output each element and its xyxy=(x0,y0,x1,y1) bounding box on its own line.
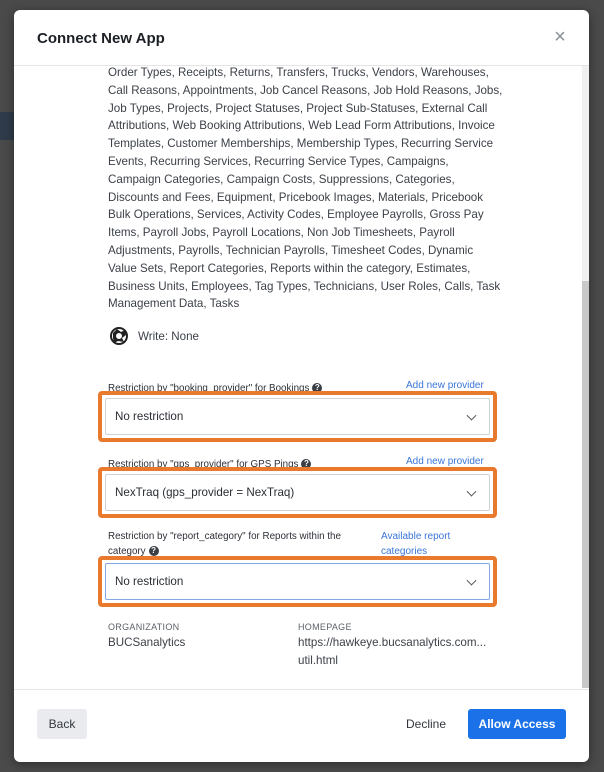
report-category-value: No restriction xyxy=(115,575,184,588)
back-button[interactable]: Back xyxy=(37,709,87,739)
gps-provider-restriction xyxy=(108,454,491,499)
report-category-restriction xyxy=(108,529,491,588)
homepage-label: HOMEPAGE xyxy=(298,622,352,632)
help-icon[interactable]: ? xyxy=(312,383,322,393)
dialog-title: Connect New App xyxy=(37,30,165,47)
chevron-down-icon xyxy=(467,575,477,585)
app-logo-icon xyxy=(108,325,130,347)
booking-provider-value: No restriction xyxy=(115,410,184,423)
scrollbar-thumb[interactable] xyxy=(582,281,589,688)
gps-provider-select[interactable] xyxy=(105,474,490,511)
add-gps-provider-link[interactable]: Add new provider xyxy=(406,456,484,467)
available-report-categories-link[interactable]: Available report categories xyxy=(381,531,451,557)
report-category-highlight xyxy=(98,556,497,607)
read-permissions-text: Order Types, Receipts, Returns, Transfers, Trucks, Vendors, Warehouses, Call Reasons, Appointments, Job Cancel Reasons, Job Hold Reasons, Jobs, Job Types, Projects, Project Statuses, Project Sub-Statuses, External Call Attributions, Web Booking Attributions, Web Lead Form Attributions, Invoice Templates, Customer Memberships, Membership Types, Recurring Service Events, Recurring Services, Recurring Service Types, Campaigns, Campaign Categories, Campaign Costs, Suppressions, Categories, Discounts and Fees, Equipment, Pricebook Images, Materials, Pricebook Bulk Operations, Services, Activity Codes, Employee Payrolls, Gross Pay Items, Payroll Jobs, Payroll Locations, Non Job Timesheets, Payroll Adjustments, Payrolls, Technician Payrolls, Timesheet Codes, Dynamic Value Sets, Report Categories, Reports within the category, Estimates, Business Units, Employees, Tag Types, Technicians, User Roles, Calls, Task Management Data, Tasks xyxy=(108,66,503,311)
chevron-down-icon xyxy=(467,486,477,496)
booking-provider-restriction xyxy=(108,378,491,423)
close-icon[interactable]: × xyxy=(554,26,566,48)
booking-provider-label: Restriction by "booking_provider" for Bookings ? xyxy=(108,383,322,394)
connect-app-dialog xyxy=(14,10,589,762)
write-permissions-text: Write: None xyxy=(138,329,199,343)
organization-label: ORGANIZATION xyxy=(108,622,180,632)
dialog-header xyxy=(14,10,589,66)
background-nav-strip xyxy=(0,112,14,140)
dialog-scrollbar[interactable] xyxy=(582,66,589,688)
add-booking-provider-link[interactable]: Add new provider xyxy=(406,380,484,391)
report-category-select[interactable] xyxy=(105,563,490,600)
write-permissions-row xyxy=(108,324,199,348)
gps-provider-value: NexTraq (gps_provider = NexTraq) xyxy=(115,486,295,499)
decline-button[interactable]: Decline xyxy=(405,717,447,731)
organization-value: BUCSanalytics xyxy=(108,636,186,649)
gps-provider-label: Restriction by "gps_provider" for GPS Pings ? xyxy=(108,459,311,470)
help-icon[interactable]: ? xyxy=(301,459,311,469)
booking-provider-select[interactable] xyxy=(105,398,490,435)
allow-access-button[interactable]: Allow Access xyxy=(468,709,566,739)
booking-provider-highlight xyxy=(98,391,497,442)
help-icon[interactable]: ? xyxy=(149,546,159,556)
report-category-label: Restriction by "report_category" for Reports within the category ? xyxy=(108,531,341,557)
dialog-footer xyxy=(14,689,589,762)
gps-provider-highlight xyxy=(98,467,497,518)
chevron-down-icon xyxy=(467,410,477,420)
homepage-value[interactable]: https://hawkeye.bucsanalytics.com... util.html xyxy=(298,636,487,667)
dialog-body xyxy=(14,66,582,688)
